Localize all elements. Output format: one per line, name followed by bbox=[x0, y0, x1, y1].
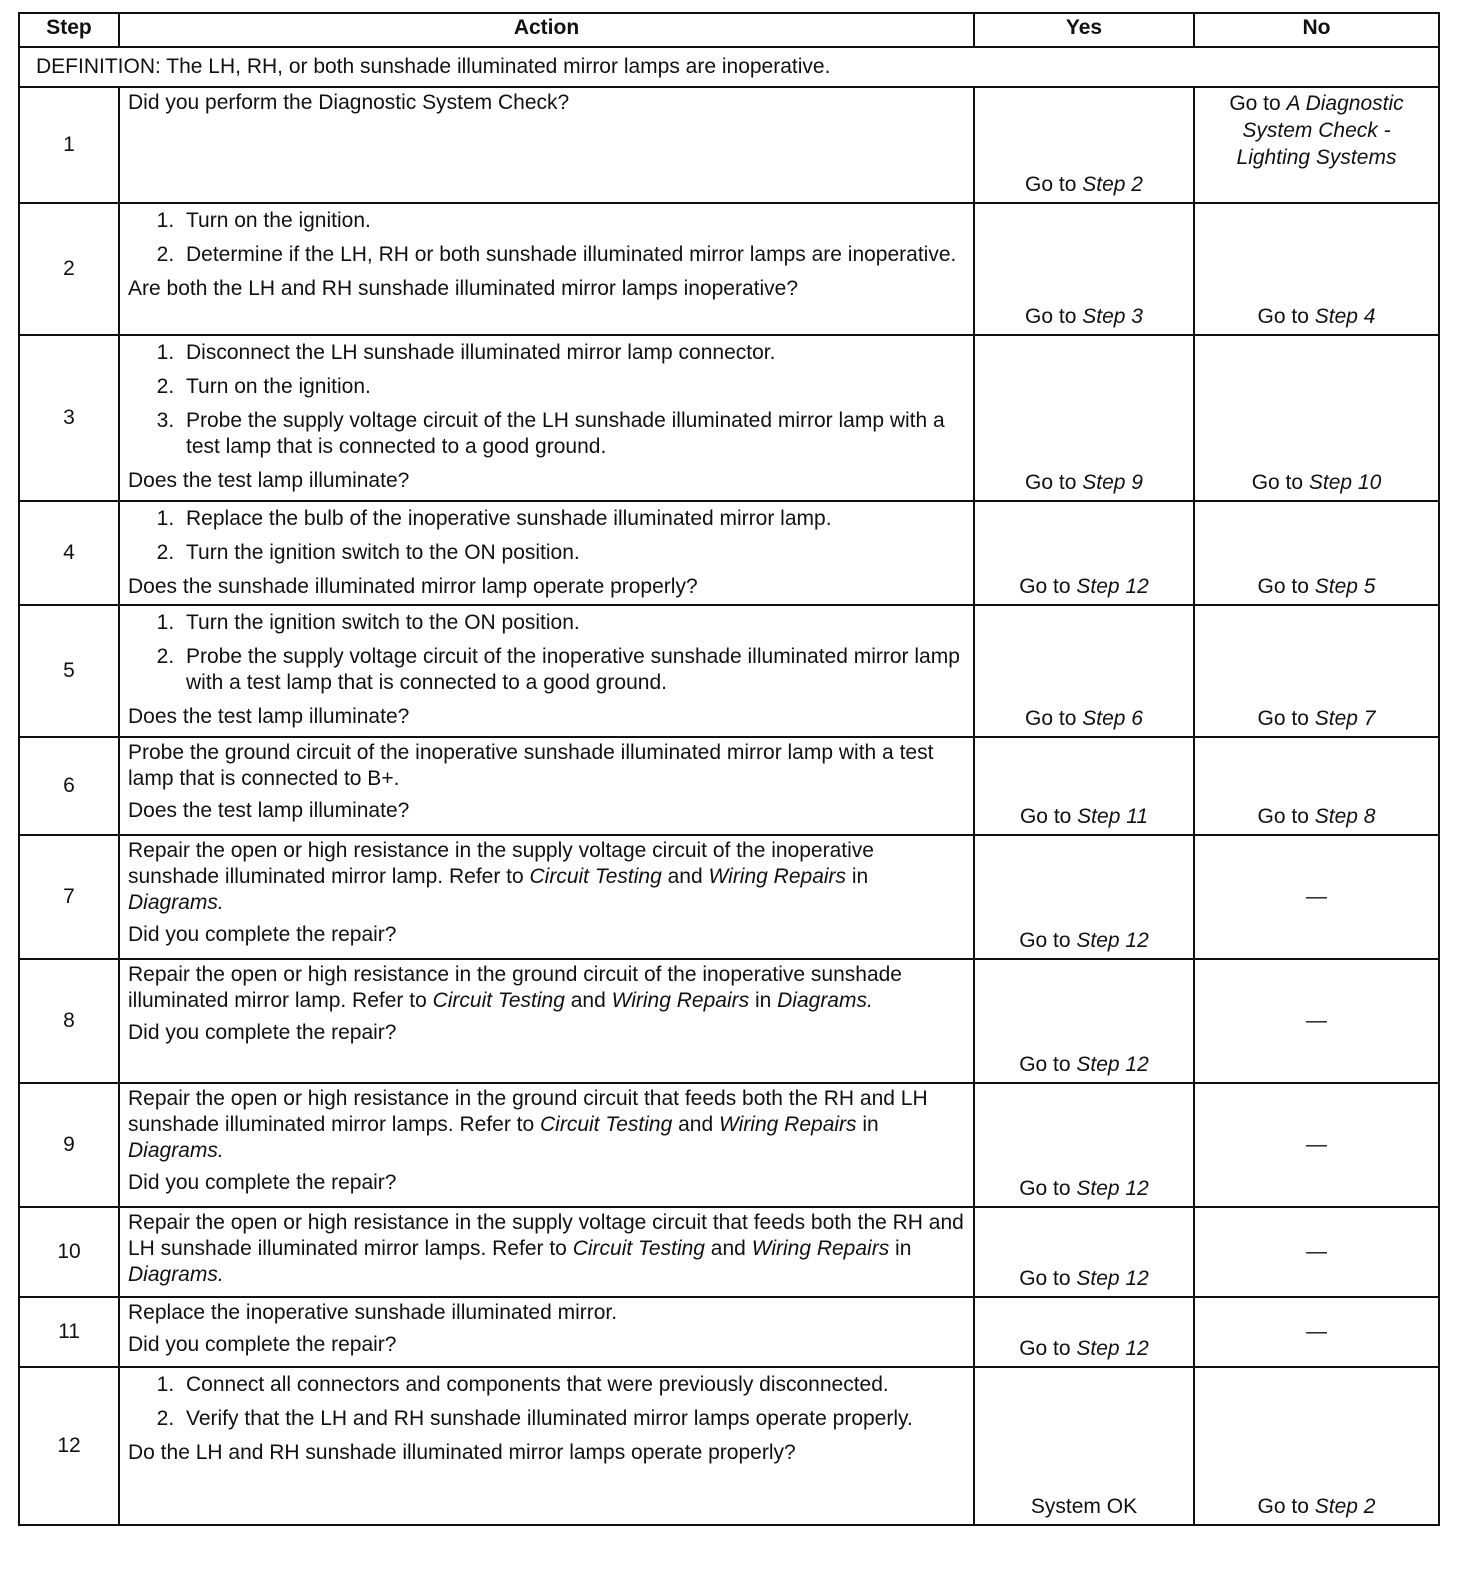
action-question: Did you complete the repair? bbox=[128, 923, 397, 946]
action-steps-list bbox=[128, 340, 965, 460]
ref-circuit-testing: Circuit Testing bbox=[432, 989, 565, 1012]
action-cell bbox=[119, 203, 974, 335]
no-prefix: Go to bbox=[1257, 575, 1315, 598]
no-prefix: Go to bbox=[1257, 1495, 1315, 1518]
ref-circuit-testing: Circuit Testing bbox=[572, 1237, 705, 1260]
yes-step-ref: Step 11 bbox=[1077, 805, 1149, 828]
yes-prefix: Go to bbox=[1019, 929, 1077, 952]
action-text: Probe the ground circuit of the inoperative sunshade illuminated mirror lamp with a test lamp that is connected to B+. bbox=[128, 741, 934, 790]
yes-step-ref: Step 2 bbox=[1082, 173, 1143, 196]
header-yes: Yes bbox=[974, 13, 1194, 47]
yes-step-ref: Step 12 bbox=[1076, 929, 1149, 952]
no-cell bbox=[1194, 605, 1439, 737]
no-step-ref: Step 10 bbox=[1308, 471, 1382, 494]
no-prefix: Go to bbox=[1257, 305, 1315, 328]
no-cell: — bbox=[1194, 1297, 1439, 1367]
yes-prefix: Go to bbox=[1019, 1053, 1077, 1076]
yes-prefix: Go to bbox=[1019, 575, 1077, 598]
yes-prefix: Go to bbox=[1025, 471, 1083, 494]
table-row bbox=[19, 605, 1439, 737]
action-text-part: Repair the open or high resistance in the ground circuit of the inoperative sunshade illuminated mirror lamp. Refer to bbox=[128, 963, 902, 1012]
step-number: 12 bbox=[19, 1367, 119, 1525]
action-step-item: 1. Disconnect the LH sunshade illuminated mirror lamp connector. bbox=[180, 340, 965, 366]
diagnostic-table bbox=[18, 12, 1440, 1526]
yes-prefix: Go to bbox=[1019, 1177, 1077, 1200]
no-prefix: Go to bbox=[1257, 707, 1315, 730]
step-number: 11 bbox=[19, 1297, 119, 1367]
table-row bbox=[19, 335, 1439, 501]
yes-cell bbox=[974, 1083, 1194, 1207]
no-prefix: Go to bbox=[1229, 92, 1287, 115]
diagnostic-table-container bbox=[18, 12, 1438, 1526]
no-cell bbox=[1194, 87, 1439, 203]
table-row bbox=[19, 835, 1439, 959]
yes-cell: System OK bbox=[974, 1367, 1194, 1525]
action-step-item: 1. Connect all connectors and components that were previously disconnected. bbox=[180, 1372, 965, 1398]
step-number: 8 bbox=[19, 959, 119, 1083]
action-step-item: 2. Turn the ignition switch to the ON position. bbox=[180, 540, 965, 566]
yes-cell bbox=[974, 203, 1194, 335]
action-steps-list bbox=[128, 506, 965, 566]
no-cell bbox=[1194, 335, 1439, 501]
action-steps-list bbox=[128, 1372, 965, 1432]
action-question: Did you complete the repair? bbox=[128, 1171, 397, 1194]
yes-cell bbox=[974, 605, 1194, 737]
action-step-item: 2. Turn on the ignition. bbox=[180, 374, 965, 400]
action-cell bbox=[119, 1207, 974, 1297]
no-step-ref: Step 8 bbox=[1314, 805, 1376, 828]
yes-prefix: Go to bbox=[1025, 707, 1083, 730]
no-cell: — bbox=[1194, 1083, 1439, 1207]
action-question: Does the test lamp illuminate? bbox=[128, 705, 410, 728]
header-row bbox=[19, 13, 1439, 47]
action-text bbox=[128, 1210, 965, 1288]
action-cell bbox=[119, 335, 974, 501]
table-row bbox=[19, 87, 1439, 203]
action-cell bbox=[119, 835, 974, 959]
action-text-part: in bbox=[889, 1237, 912, 1260]
action-step-item: 2. Probe the supply voltage circuit of the inoperative sunshade illuminated mirror lamp with a test lamp that is connected to a good ground. bbox=[180, 644, 965, 696]
no-prefix: Go to bbox=[1251, 471, 1309, 494]
table-row bbox=[19, 501, 1439, 605]
action-step-item: 2. Verify that the LH and RH sunshade illuminated mirror lamps operate properly. bbox=[180, 1406, 965, 1432]
yes-prefix: Go to bbox=[1019, 1337, 1077, 1360]
action-question: Did you complete the repair? bbox=[128, 1333, 397, 1356]
definition-row bbox=[19, 47, 1439, 87]
table-row bbox=[19, 1083, 1439, 1207]
step-number: 6 bbox=[19, 737, 119, 835]
action-text-part: in bbox=[856, 1113, 879, 1136]
action-step-item: 3. Probe the supply voltage circuit of the LH sunshade illuminated mirror lamp with a test lamp that is connected to a good ground. bbox=[180, 408, 965, 460]
yes-cell bbox=[974, 335, 1194, 501]
table-row bbox=[19, 737, 1439, 835]
yes-step-ref: Step 12 bbox=[1076, 1267, 1149, 1290]
action-steps-list bbox=[128, 208, 965, 268]
no-step-ref: Step 5 bbox=[1314, 575, 1376, 598]
yes-prefix: Go to bbox=[1019, 805, 1078, 828]
action-steps-list bbox=[128, 610, 965, 696]
step-number: 2 bbox=[19, 203, 119, 335]
yes-step-ref: Step 12 bbox=[1076, 575, 1149, 598]
definition-text: DEFINITION: The LH, RH, or both sunshade illuminated mirror lamps are inoperative. bbox=[19, 47, 1439, 87]
step-number: 10 bbox=[19, 1207, 119, 1297]
action-text: Replace the inoperative sunshade illuminated mirror. bbox=[128, 1301, 618, 1324]
action-text-part: and bbox=[672, 1113, 720, 1136]
action-question: Does the test lamp illuminate? bbox=[128, 799, 410, 822]
no-cell bbox=[1194, 203, 1439, 335]
action-question: Did you perform the Diagnostic System Check? bbox=[128, 91, 570, 114]
action-cell bbox=[119, 1297, 974, 1367]
action-step-item: 1. Replace the bulb of the inoperative sunshade illuminated mirror lamp. bbox=[180, 506, 965, 532]
step-number: 9 bbox=[19, 1083, 119, 1207]
yes-prefix: Go to bbox=[1025, 173, 1083, 196]
header-no: No bbox=[1194, 13, 1439, 47]
action-question: Did you complete the repair? bbox=[128, 1021, 397, 1044]
table-row bbox=[19, 1207, 1439, 1297]
table-row bbox=[19, 1297, 1439, 1367]
table-row bbox=[19, 1367, 1439, 1525]
no-prefix: Go to bbox=[1257, 805, 1315, 828]
yes-step-ref: Step 12 bbox=[1076, 1053, 1149, 1076]
yes-cell bbox=[974, 501, 1194, 605]
yes-cell bbox=[974, 1207, 1194, 1297]
ref-wiring-repairs: Wiring Repairs bbox=[751, 1237, 890, 1260]
action-cell bbox=[119, 737, 974, 835]
ref-diagrams: Diagrams. bbox=[128, 1263, 224, 1286]
action-text-part: Repair the open or high resistance in the supply voltage circuit that feeds both the RH and LH sunshade illuminated mirror lamps. Refer to bbox=[128, 1211, 964, 1260]
yes-step-ref: Step 12 bbox=[1076, 1177, 1149, 1200]
action-cell bbox=[119, 501, 974, 605]
action-cell bbox=[119, 87, 974, 203]
ref-circuit-testing: Circuit Testing bbox=[529, 865, 662, 888]
action-question: Does the test lamp illuminate? bbox=[128, 469, 410, 492]
ref-diagrams: Diagrams. bbox=[128, 1139, 224, 1162]
ref-wiring-repairs: Wiring Repairs bbox=[611, 989, 750, 1012]
action-text bbox=[128, 1086, 965, 1164]
action-cell bbox=[119, 1083, 974, 1207]
ref-wiring-repairs: Wiring Repairs bbox=[719, 1113, 857, 1136]
action-step-item: 1. Turn the ignition switch to the ON position. bbox=[180, 610, 965, 636]
step-number: 5 bbox=[19, 605, 119, 737]
yes-cell bbox=[974, 835, 1194, 959]
no-cell bbox=[1194, 501, 1439, 605]
yes-cell bbox=[974, 1297, 1194, 1367]
no-step-ref: Step 2 bbox=[1314, 1495, 1376, 1518]
action-step-item: 2. Determine if the LH, RH or both sunshade illuminated mirror lamps are inoperative. bbox=[180, 242, 965, 268]
no-step-ref: Step 7 bbox=[1314, 707, 1376, 730]
action-cell bbox=[119, 959, 974, 1083]
action-question: Does the sunshade illuminated mirror lamp operate properly? bbox=[128, 575, 698, 598]
no-step-ref: A Diagnostic System Check - Lighting Systems bbox=[1236, 92, 1404, 169]
yes-step-ref: Step 3 bbox=[1082, 305, 1143, 328]
yes-cell bbox=[974, 87, 1194, 203]
header-step: Step bbox=[19, 13, 119, 47]
ref-diagrams: Diagrams. bbox=[777, 989, 873, 1012]
yes-step-ref: Step 9 bbox=[1082, 471, 1143, 494]
no-step-ref: Step 4 bbox=[1314, 305, 1376, 328]
action-text-part: and bbox=[564, 989, 612, 1012]
yes-step-ref: Step 6 bbox=[1082, 707, 1143, 730]
action-question: Are both the LH and RH sunshade illuminated mirror lamps inoperative? bbox=[128, 277, 799, 300]
ref-circuit-testing: Circuit Testing bbox=[540, 1113, 673, 1136]
step-number: 4 bbox=[19, 501, 119, 605]
action-question: Do the LH and RH sunshade illuminated mirror lamps operate properly? bbox=[128, 1441, 796, 1464]
step-number: 7 bbox=[19, 835, 119, 959]
no-cell: — bbox=[1194, 1207, 1439, 1297]
ref-diagrams: Diagrams. bbox=[128, 891, 224, 914]
no-cell bbox=[1194, 1367, 1439, 1525]
yes-step-ref: Step 12 bbox=[1076, 1337, 1149, 1360]
action-text-part: in bbox=[846, 865, 869, 888]
action-text bbox=[128, 838, 965, 916]
header-action: Action bbox=[119, 13, 974, 47]
step-number: 1 bbox=[19, 87, 119, 203]
action-text-part: Repair the open or high resistance in the supply voltage circuit of the inoperative sunshade illuminated mirror lamp. Refer to bbox=[128, 839, 874, 888]
action-cell bbox=[119, 1367, 974, 1525]
action-text-part: in bbox=[749, 989, 778, 1012]
table-row bbox=[19, 203, 1439, 335]
yes-prefix: Go to bbox=[1025, 305, 1083, 328]
action-text bbox=[128, 962, 965, 1014]
no-cell: — bbox=[1194, 835, 1439, 959]
action-text-part: Repair the open or high resistance in the ground circuit that feeds both the RH and LH sunshade illuminated mirror lamps. Refer to bbox=[128, 1087, 928, 1136]
action-text-part: and bbox=[704, 1237, 752, 1260]
action-cell bbox=[119, 605, 974, 737]
yes-cell bbox=[974, 737, 1194, 835]
no-cell bbox=[1194, 737, 1439, 835]
action-step-item: 1. Turn on the ignition. bbox=[180, 208, 965, 234]
yes-prefix: Go to bbox=[1019, 1267, 1077, 1290]
ref-wiring-repairs: Wiring Repairs bbox=[708, 865, 847, 888]
yes-cell bbox=[974, 959, 1194, 1083]
step-number: 3 bbox=[19, 335, 119, 501]
action-text-part: and bbox=[661, 865, 709, 888]
no-cell: — bbox=[1194, 959, 1439, 1083]
table-row bbox=[19, 959, 1439, 1083]
